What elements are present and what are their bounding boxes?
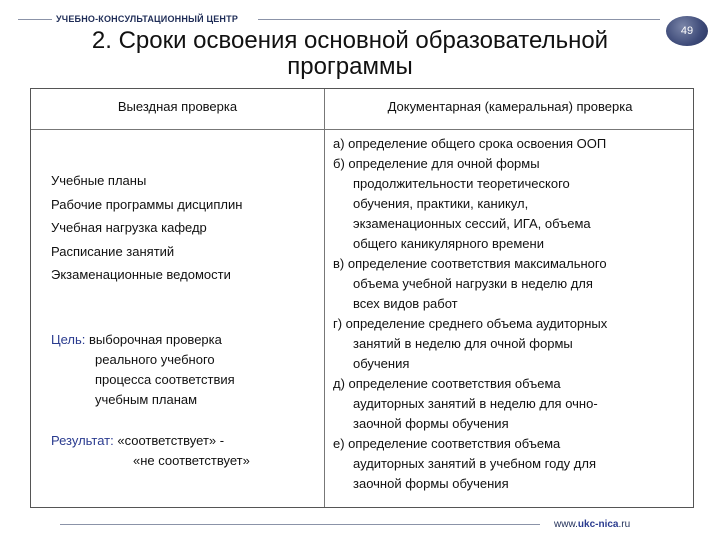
url-suffix: .ru: [618, 519, 631, 530]
documentary-checks-list: [333, 134, 688, 494]
url-brand: ukc-nica: [577, 519, 619, 530]
url-prefix: www.: [554, 519, 578, 530]
item-continuation: заочной формы обучения: [353, 476, 509, 491]
header-rule-right: [258, 19, 660, 20]
result-text: «соответствует» -: [113, 433, 225, 448]
item-continuation: продолжительности теоретического: [353, 176, 570, 191]
header-documentary-check: Документарная (камеральная) проверка: [387, 99, 633, 114]
list-item: Рабочие программы дисциплин: [51, 196, 243, 212]
item-continuation: обучения: [353, 356, 410, 371]
item-continuation: занятий в неделю для очной формы: [353, 336, 573, 351]
goal-label: Цель:: [51, 332, 86, 347]
header-divider: [31, 129, 693, 130]
goal-line: реального учебного: [95, 352, 215, 367]
goal-block: [51, 330, 316, 410]
page-number-badge: 49: [666, 16, 708, 46]
item-continuation: всех видов работ: [353, 296, 458, 311]
list-item-e: [333, 434, 688, 494]
title-line-2: программы: [287, 53, 413, 80]
org-name: УЧЕБНО-КОНСУЛЬТАЦИОННЫЙ ЦЕНТР: [56, 14, 239, 24]
goal-line: [51, 330, 316, 350]
result-block: [51, 431, 316, 471]
item-first-line: в) определение соответствия максимального: [333, 256, 607, 271]
footer: [0, 518, 720, 532]
list-item: Учебные планы: [51, 173, 147, 188]
item-first-line: а) определение общего срока освоения ООП: [333, 136, 607, 151]
onsite-documents-list: [51, 169, 316, 287]
item-continuation: общего каникулярного времени: [353, 236, 544, 251]
header-onsite-check: Выездная проверка: [117, 99, 238, 114]
result-line: «не соответствует»: [133, 453, 250, 468]
item-continuation: объема учебной нагрузки в неделю для: [353, 276, 593, 291]
list-item-d: [333, 374, 688, 434]
website-link[interactable]: [554, 518, 630, 532]
item-first-line: г) определение среднего объема аудиторных: [333, 316, 608, 331]
list-item-v: [333, 254, 688, 314]
result-label: Результат:: [51, 433, 114, 448]
slide-title: [40, 28, 660, 80]
footer-rule: [60, 524, 540, 525]
goal-text: выборочная проверка: [85, 332, 222, 347]
comparison-table: [30, 88, 694, 508]
list-item-b: [333, 154, 688, 254]
title-line-1: 2. Сроки освоения основной образовательной: [91, 27, 609, 54]
item-continuation: аудиторных занятий в неделю для очно-: [353, 396, 598, 411]
column-divider: [324, 89, 325, 507]
list-item: Расписание занятий: [51, 243, 175, 259]
item-first-line: б) определение для очной формы: [333, 156, 540, 171]
org-header: [0, 14, 720, 24]
item-continuation: экзаменационных сессий, ИГА, объема: [353, 216, 591, 231]
goal-line: учебным планам: [95, 392, 198, 407]
goal-line: процесса соответствия: [95, 372, 235, 387]
list-item-g: [333, 314, 688, 374]
list-item-a: [333, 134, 688, 154]
item-continuation: заочной формы обучения: [353, 416, 509, 431]
item-first-line: д) определение соответствия объема: [333, 376, 561, 391]
item-first-line: е) определение соответствия объема: [333, 436, 561, 451]
item-continuation: обучения, практики, каникул,: [353, 196, 529, 211]
header-rule-left: [18, 19, 52, 20]
result-line: [51, 431, 316, 451]
list-item: Экзаменационные ведомости: [51, 267, 231, 282]
item-continuation: аудиторных занятий в учебном году для: [353, 456, 596, 471]
list-item: Учебная нагрузка кафедр: [51, 220, 207, 235]
